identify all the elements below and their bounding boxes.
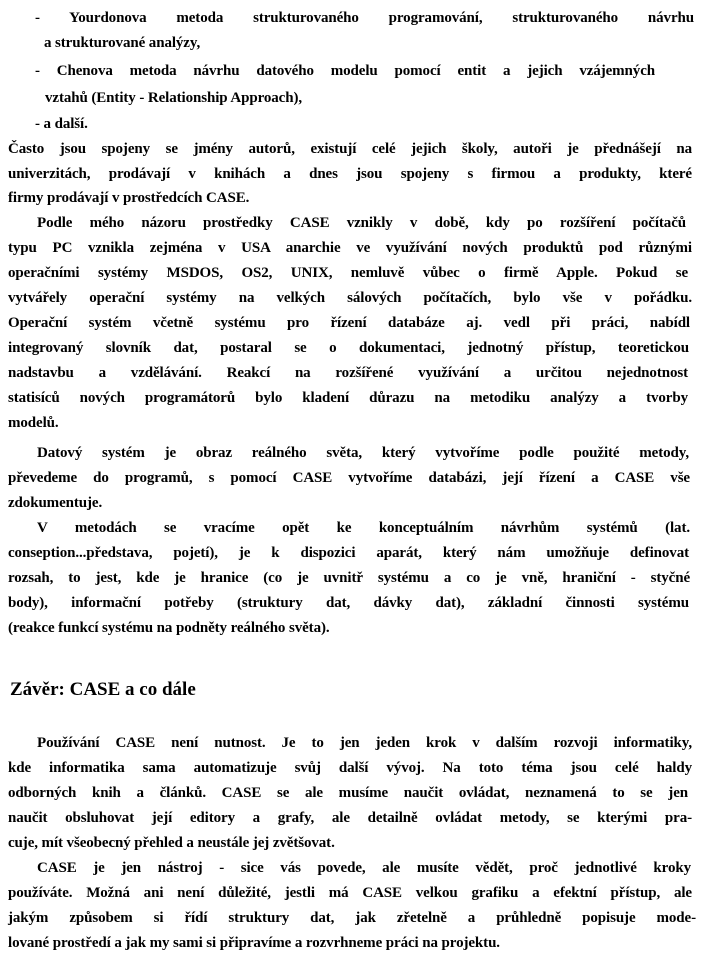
text-line: operačními systémy MSDOS, OS2, UNIX, nemluvě vůbec o firmě Apple. Pokud se	[8, 265, 688, 281]
text-line: V metodách se vracíme opět ke konceptuálním návrhům systémů (lat.	[37, 520, 690, 536]
text-line: body), informační potřeby (struktury dat, dávky dat), základní činnosti systému	[8, 595, 689, 611]
text-line: používáte. Možná ani není důležité, jestli má CASE velkou grafiku a efektní přístup, ale	[8, 885, 692, 901]
text-line: CASE je jen nástroj - sice vás povede, ale musíte vědět, proč jednotlivé kroky	[37, 860, 691, 876]
text-line: integrovaný slovník dat, postaral se o dokumentaci, jednotný přístup, teoretickou	[8, 340, 689, 356]
text-line: statisíců nových programátorů bylo kladení důrazu na metodiku analýzy a tvorby	[8, 390, 688, 406]
bullet-item-line: - Yourdonova metoda strukturovaného programování, strukturovaného návrhu	[35, 10, 694, 26]
text-line: firmy prodávají v prostředcích CASE.	[8, 190, 250, 206]
text-line: nadstavbu a vzdělávání. Reakcí na rozšířené využívání a určitou nejednotnost	[8, 365, 688, 381]
text-line: univerzitách, prodávají v knihách a dnes jsou spojeny s firmou a produkty, které	[8, 166, 692, 182]
text-line: převedeme do programů, s pomocí CASE vytvoříme databázi, její řízení a CASE vše	[8, 470, 690, 486]
text-line: Operační systém včetně systému pro řízení databáze aj. vedl při práci, nabídl	[8, 315, 690, 331]
text-line: typu PC vznikla zejména v USA anarchie ve využívání nových produktů pod různými	[8, 240, 692, 256]
text-line: lované prostředí a jak my sami si připravíme a rozvrhneme práci na projektu.	[8, 935, 500, 951]
text-line: odborných knih a článků. CASE se ale musíme naučit ovládat, neznamená to se jen	[8, 785, 688, 801]
bullet-item-line: - a další.	[35, 116, 88, 132]
text-line: Podle mého názoru prostředky CASE vznikly v době, kdy po rozšíření počítačů	[37, 215, 686, 231]
text-line: cuje, mít všeobecný přehled a neustále jej zvětšovat.	[8, 835, 335, 851]
text-line: rozsah, to jest, kde je hranice (co je uvnitř systému a co je vně, hraniční - styčné	[8, 570, 690, 586]
text-line: modelů.	[8, 415, 59, 431]
text-line: jakým způsobem si řídí struktury dat, jak zřetelně a průhledně popisuje mode-	[8, 910, 696, 926]
text-line: vytvářely operační systémy na velkých sálových počítačích, bylo vše v pořádku.	[8, 290, 692, 306]
bullet-item-line: - Chenova metoda návrhu datového modelu pomocí entit a jejich vzájemných	[35, 63, 655, 79]
text-line: zdokumentuje.	[8, 495, 103, 511]
text-line: Často jsou spojeny se jmény autorů, existují celé jejich školy, autoři je přednášejí na	[8, 141, 692, 157]
bullet-item-line: vztahů (Entity - Relationship Approach),	[45, 90, 303, 106]
text-line: (reakce funkcí systému na podněty reálného světa).	[8, 620, 330, 636]
bullet-item-line: a strukturované analýzy,	[44, 35, 201, 51]
text-line: naučit obsluhovat její editory a grafy, ale detailně ovládat metody, se kterými pra-	[8, 810, 692, 826]
text-line: kde informatika sama automatizuje svůj další vývoj. Na toto téma jsou celé haldy	[8, 760, 692, 776]
text-line: Datový systém je obraz reálného světa, který vytvoříme podle použité metody,	[37, 445, 689, 461]
section-heading: Závěr: CASE a co dále	[10, 679, 196, 700]
text-line: Používání CASE není nutnost. Je to jen jeden krok v dalším rozvoji informatiky,	[37, 735, 692, 751]
text-line: conseption...představa, pojetí), je k dispozici aparát, který nám umožňuje definovat	[8, 545, 689, 561]
